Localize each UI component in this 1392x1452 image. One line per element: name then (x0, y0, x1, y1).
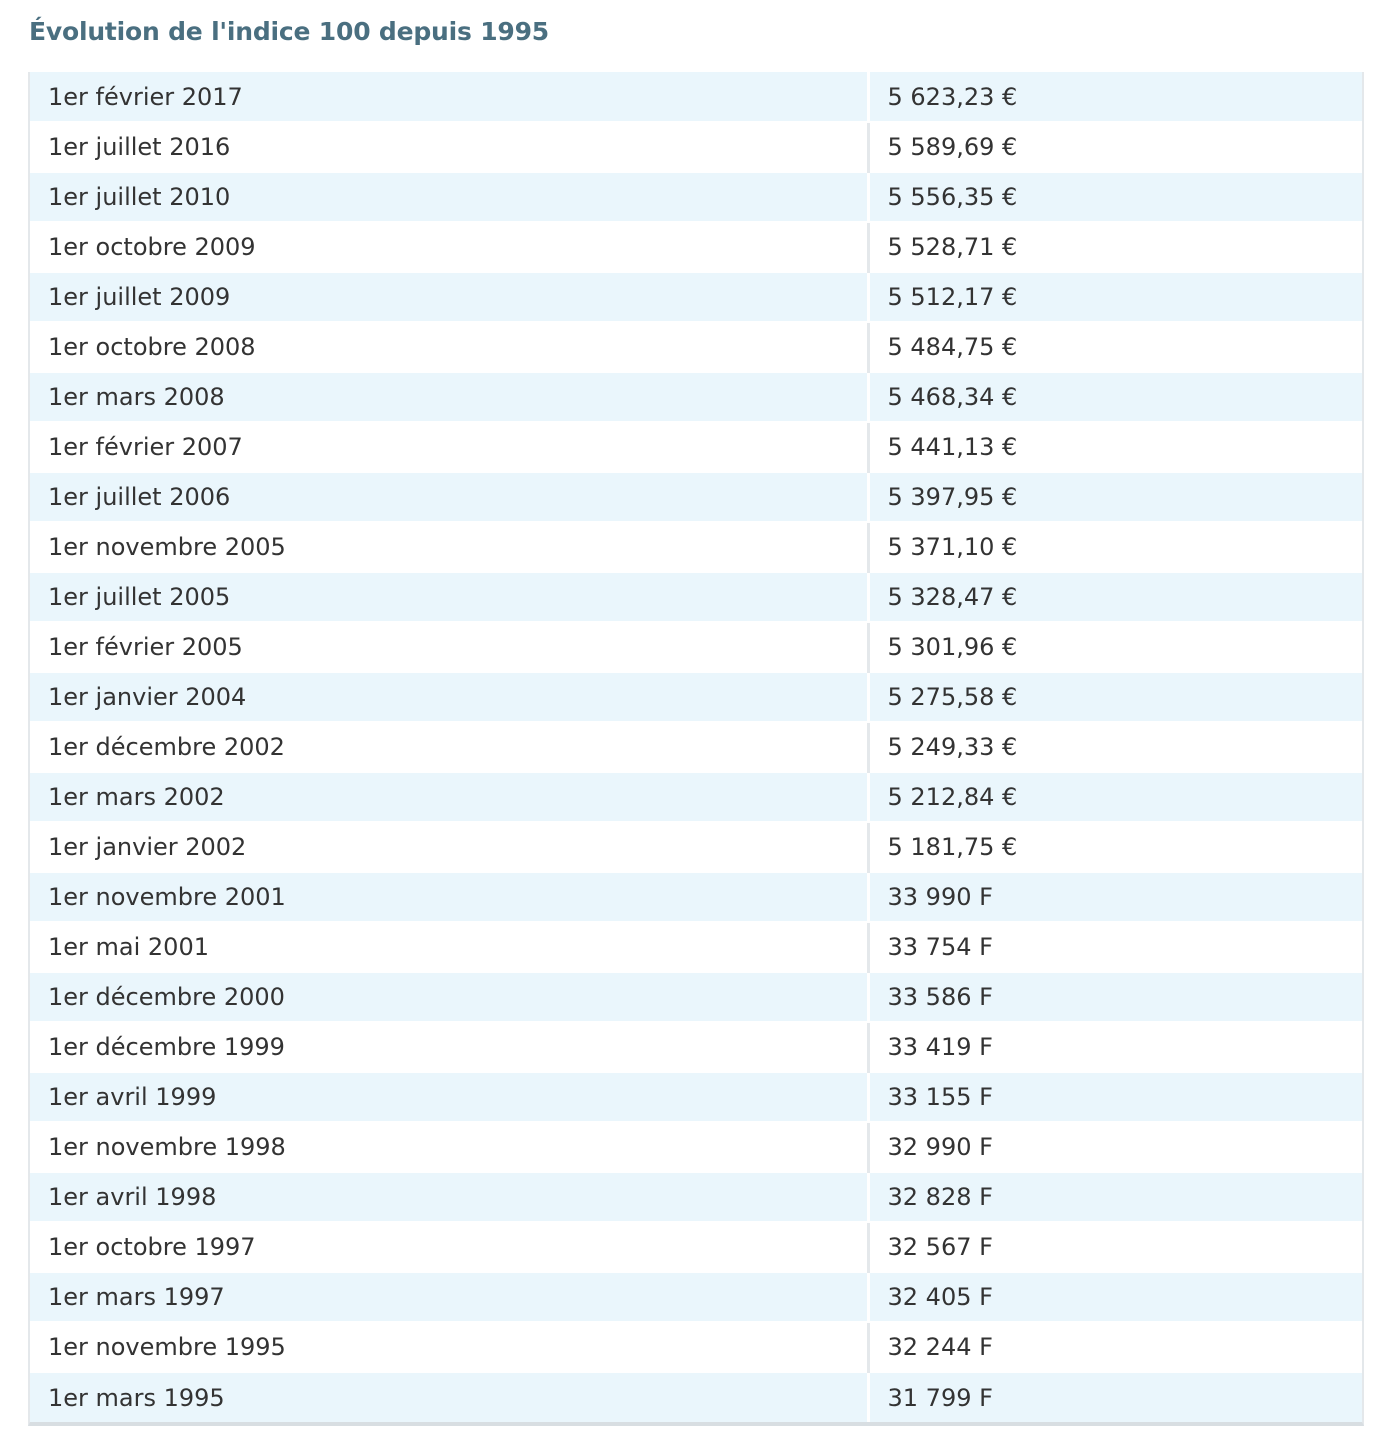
row-date: 1er mai 2001 (30, 922, 868, 972)
row-date: 1er octobre 2008 (30, 322, 868, 372)
row-value: 5 528,71 € (868, 222, 1362, 272)
row-date: 1er décembre 2000 (30, 972, 868, 1022)
row-date: 1er février 2007 (30, 422, 868, 472)
table-row (30, 672, 1362, 722)
row-date: 1er janvier 2002 (30, 822, 868, 872)
row-value: 33 419 F (868, 1022, 1362, 1072)
table-row (30, 272, 1362, 322)
row-date: 1er juillet 2016 (30, 122, 868, 172)
row-date: 1er novembre 1995 (30, 1322, 868, 1372)
row-date: 1er novembre 1998 (30, 1122, 868, 1172)
row-value: 33 586 F (868, 972, 1362, 1022)
table-row (30, 1172, 1362, 1222)
table-row (30, 1372, 1362, 1422)
row-value: 5 181,75 € (868, 822, 1362, 872)
row-value: 5 623,23 € (868, 72, 1362, 122)
row-date: 1er mars 1997 (30, 1272, 868, 1322)
row-date: 1er avril 1999 (30, 1072, 868, 1122)
table-row (30, 622, 1362, 672)
row-value: 31 799 F (868, 1372, 1362, 1422)
row-value: 5 212,84 € (868, 772, 1362, 822)
table-row (30, 122, 1362, 172)
row-value: 33 754 F (868, 922, 1362, 972)
row-value: 5 556,35 € (868, 172, 1362, 222)
row-date: 1er juillet 2010 (30, 172, 868, 222)
row-value: 5 512,17 € (868, 272, 1362, 322)
table-row (30, 572, 1362, 622)
table-row (30, 222, 1362, 272)
table-row (30, 172, 1362, 222)
row-value: 5 249,33 € (868, 722, 1362, 772)
row-value: 5 441,13 € (868, 422, 1362, 472)
table-row (30, 322, 1362, 372)
row-date: 1er juillet 2005 (30, 572, 868, 622)
row-date: 1er mars 2008 (30, 372, 868, 422)
row-date: 1er mars 1995 (30, 1372, 868, 1422)
row-value: 33 155 F (868, 1072, 1362, 1122)
row-value: 5 589,69 € (868, 122, 1362, 172)
table-row (30, 1072, 1362, 1122)
table-row (30, 772, 1362, 822)
row-date: 1er avril 1998 (30, 1172, 868, 1222)
row-value: 32 990 F (868, 1122, 1362, 1172)
table-row (30, 1272, 1362, 1322)
row-date: 1er décembre 2002 (30, 722, 868, 772)
table-row (30, 872, 1362, 922)
table-row (30, 972, 1362, 1022)
row-date: 1er février 2017 (30, 72, 868, 122)
table-row (30, 822, 1362, 872)
table-row (30, 372, 1362, 422)
row-value: 32 567 F (868, 1222, 1362, 1272)
row-value: 5 301,96 € (868, 622, 1362, 672)
row-date: 1er novembre 2005 (30, 522, 868, 572)
table-row (30, 1022, 1362, 1072)
table-row (30, 722, 1362, 772)
table-row (30, 1122, 1362, 1172)
table-row (30, 522, 1362, 572)
row-date: 1er mars 2002 (30, 772, 868, 822)
table-row (30, 922, 1362, 972)
row-value: 32 405 F (868, 1272, 1362, 1322)
row-value: 5 275,58 € (868, 672, 1362, 722)
row-value: 5 328,47 € (868, 572, 1362, 622)
row-value: 5 397,95 € (868, 472, 1362, 522)
index-table-container (28, 72, 1364, 1426)
index-table (30, 72, 1362, 1422)
index-table-body (30, 72, 1362, 1422)
row-date: 1er décembre 1999 (30, 1022, 868, 1072)
row-value: 5 371,10 € (868, 522, 1362, 572)
row-date: 1er octobre 1997 (30, 1222, 868, 1272)
row-date: 1er février 2005 (30, 622, 868, 672)
row-date: 1er octobre 2009 (30, 222, 868, 272)
row-value: 32 244 F (868, 1322, 1362, 1372)
row-date: 1er janvier 2004 (30, 672, 868, 722)
table-row (30, 1322, 1362, 1372)
row-date: 1er juillet 2009 (30, 272, 868, 322)
row-date: 1er novembre 2001 (30, 872, 868, 922)
table-row (30, 472, 1362, 522)
row-value: 5 484,75 € (868, 322, 1362, 372)
row-value: 32 828 F (868, 1172, 1362, 1222)
row-value: 33 990 F (868, 872, 1362, 922)
table-row (30, 1222, 1362, 1272)
page-title: Évolution de l'indice 100 depuis 1995 (29, 17, 549, 46)
row-date: 1er juillet 2006 (30, 472, 868, 522)
table-row (30, 422, 1362, 472)
table-row (30, 72, 1362, 122)
row-value: 5 468,34 € (868, 372, 1362, 422)
